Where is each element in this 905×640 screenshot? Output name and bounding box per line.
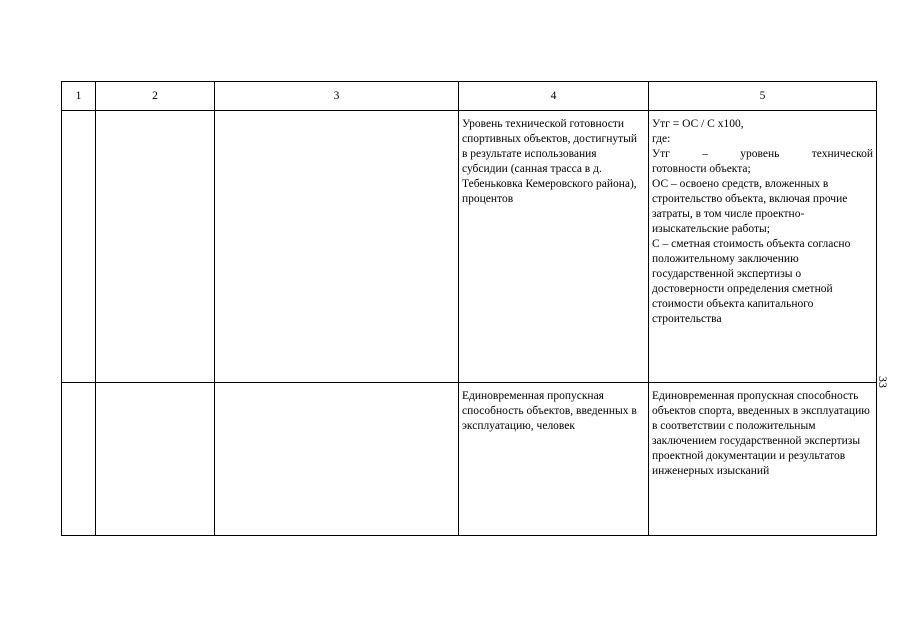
header-cell-5: 5 (649, 82, 877, 111)
row-b-cell-5 (649, 383, 877, 536)
header-cell-2: 2 (96, 82, 215, 111)
row-a-cell-3 (215, 111, 459, 383)
row-a-cell-5 (649, 111, 877, 383)
readiness-formula-block (649, 111, 876, 329)
row-b-cell-2 (96, 383, 215, 536)
formula: Утг = ОС / С х100, (652, 118, 744, 130)
header-cell-4: 4 (459, 82, 649, 111)
formula-c-definition: С – сметная стоимость объекта согласно положительному заключению государственной экспертизы о достоверности определения сметной стоимости объекта капитального строительства (652, 238, 851, 325)
row-b-cell-1 (62, 383, 96, 536)
page-number: 33 (876, 376, 890, 388)
row-b-cell-3 (215, 383, 459, 536)
header-cell-1: 1 (62, 82, 96, 111)
header-cell-3: 3 (215, 82, 459, 111)
formula-where: где: (652, 133, 671, 145)
table-header-row (62, 82, 877, 111)
formula-utg-definition: Утг – уровень технической (652, 148, 873, 160)
row-a-cell-4 (459, 111, 649, 383)
formula-utg-definition-rest: готовности объекта; (652, 163, 751, 175)
indicators-table (61, 81, 877, 536)
capacity-method-description: Единовременная пропускная способность объектов спорта, введенных в эксплуатацию в соответствии с положительным заключением государственной экспертизы проектной документации и результатов инженерных изысканий (652, 390, 870, 477)
table-row (62, 383, 877, 536)
formula-os-definition: ОС – освоено средств, вложенных в строительство объекта, включая прочие затраты, в том числе проектно-изыскательские работы; (652, 178, 848, 235)
row-a-cell-2 (96, 111, 215, 383)
row-a-cell-1 (62, 111, 96, 383)
indicator-name-readiness: Уровень технической готовности спортивных объектов, достигнутый в результате использования субсидии (санная трасса в д. Тебеньковка Кемеровского района), процентов (462, 118, 638, 205)
row-b-cell-4 (459, 383, 649, 536)
table-row (62, 111, 877, 383)
indicator-name-capacity: Единовременная пропускная способность объектов, введенных в эксплуатацию, человек (462, 390, 637, 432)
